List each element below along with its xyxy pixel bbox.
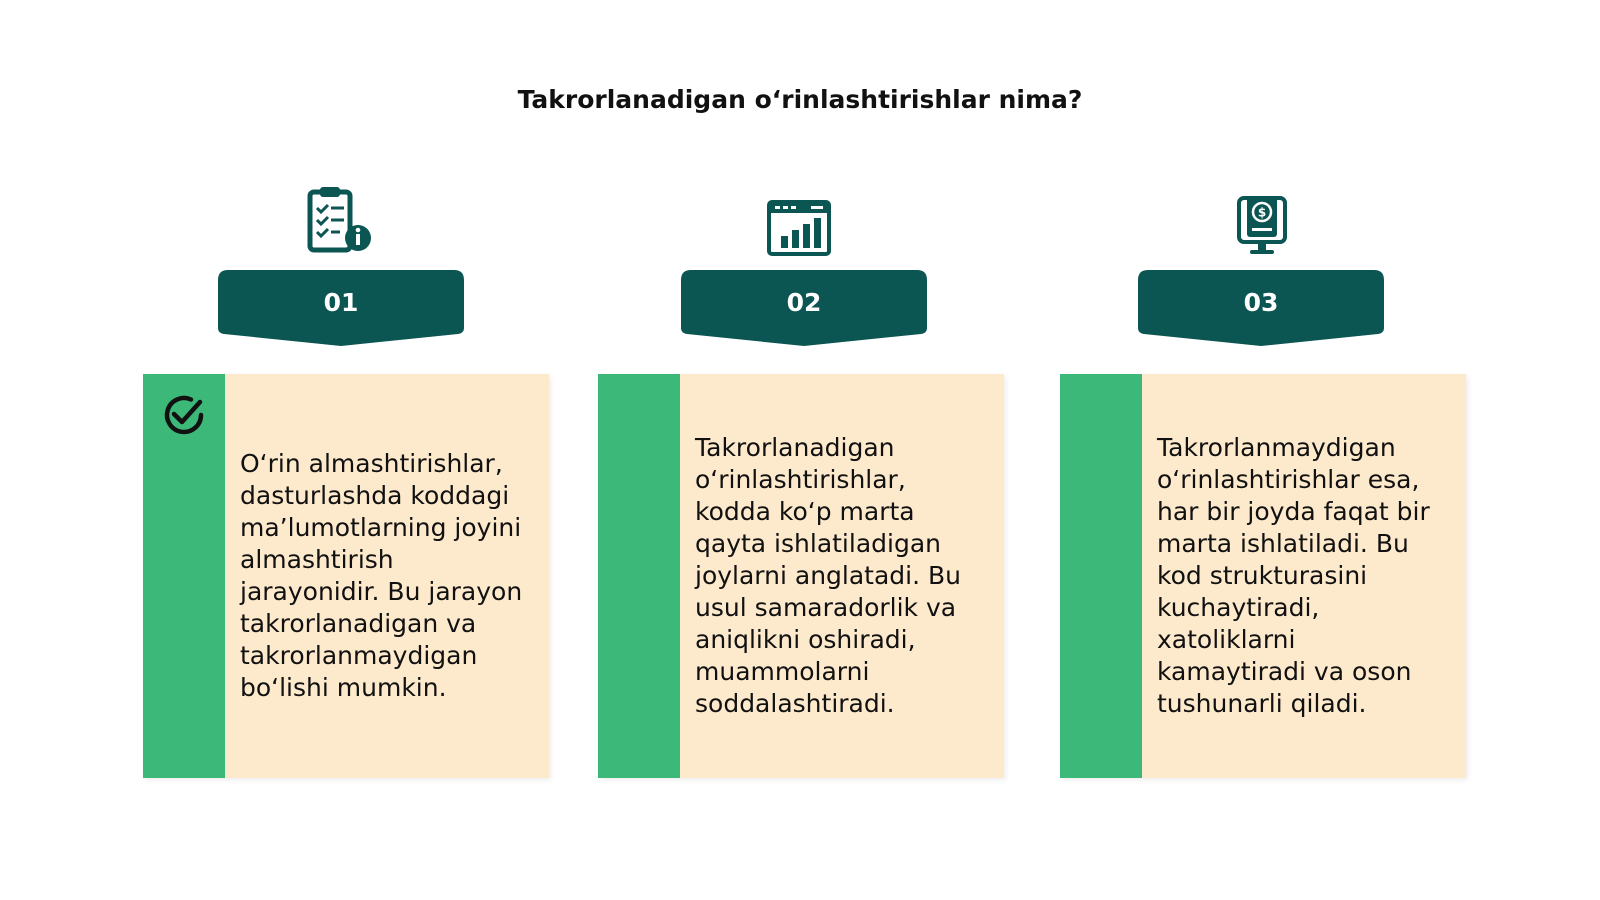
- step-card-1: [143, 374, 549, 778]
- card-accent-strip: [1060, 374, 1142, 778]
- step-badge-2: [681, 270, 927, 346]
- step-card-2: [598, 374, 1004, 778]
- step-column-3: [1060, 0, 1480, 900]
- card-accent-strip: [143, 374, 225, 778]
- step-column-2: [598, 0, 1018, 900]
- clipboard-info-icon: [302, 186, 374, 258]
- step-description: O‘rin almashtirishlar, dasturlashda koddagi ma’lumotlarning joyini almashtirish jarayonidir. Bu jarayon takrorlanadigan va takrorlanmaydigan bo‘lishi mumkin.: [240, 449, 523, 702]
- check-circle-icon: [161, 392, 207, 438]
- card-body: [1142, 374, 1466, 778]
- step-description: Takrorlanadigan o‘rinlashtirishlar, kodda ko‘p marta qayta ishlatiladigan joylarni anglatadi. Bu usul samaradorlik va aniqlikni oshiradi, muammolarni soddalashtiradi.: [695, 433, 962, 718]
- step-number: 02: [786, 288, 822, 317]
- card-body: [225, 374, 549, 778]
- card-body: [680, 374, 1004, 778]
- dollar-monitor-icon: [1236, 194, 1308, 266]
- card-accent-strip: [598, 374, 680, 778]
- step-column-1: [140, 0, 560, 900]
- step-number: 01: [323, 288, 359, 317]
- step-badge-1: [218, 270, 464, 346]
- page-title: Takrorlanadigan o‘rinlashtirishlar nima?: [517, 85, 1083, 114]
- svg-text:$: $: [1257, 205, 1267, 220]
- step-badge-3: [1138, 270, 1384, 346]
- bar-chart-window-icon: [766, 194, 838, 266]
- step-description: Takrorlanmaydigan o‘rinlashtirishlar esa, har bir joyda faqat bir marta ishlatiladi. Bu kod strukturasini kuchaytiradi, xatoliklarni kamaytiradi va oson tushunarli qiladi.: [1157, 433, 1430, 718]
- step-number: 03: [1243, 288, 1279, 317]
- step-card-3: [1060, 374, 1466, 778]
